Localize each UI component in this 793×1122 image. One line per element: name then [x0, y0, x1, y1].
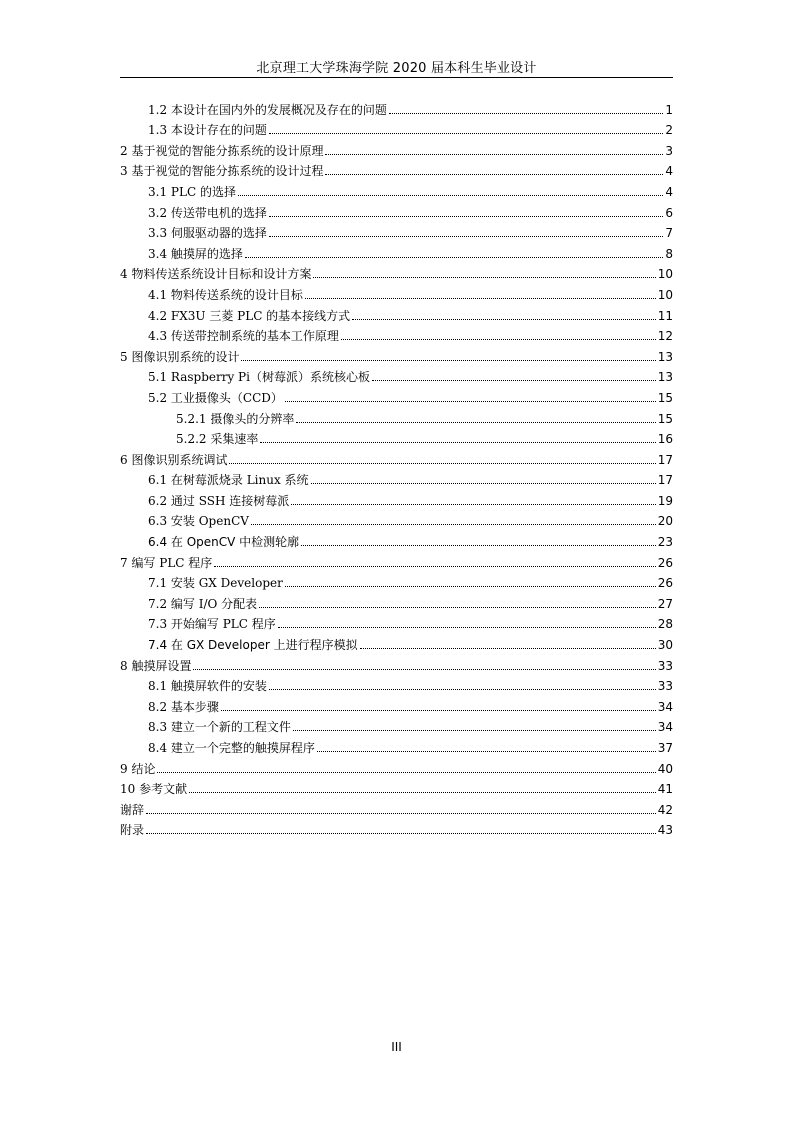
toc-leader-dots	[317, 751, 656, 752]
toc-entry-page: 42	[657, 802, 673, 817]
toc-entry-label: 6.2 通过 SSH 连接树莓派	[148, 493, 290, 508]
toc-entry-page: 4	[665, 164, 673, 179]
toc-leader-dots	[389, 113, 663, 114]
toc-entry	[120, 817, 673, 838]
toc-entry-label: 5 图像识别系统的设计	[120, 349, 240, 364]
toc-entry-page: 16	[657, 432, 673, 447]
toc-leader-dots	[193, 669, 655, 670]
toc-entry	[120, 590, 673, 611]
toc-entry-label: 6 图像识别系统调试	[120, 452, 228, 467]
toc-entry-label: 6.1 在树莓派烧录 Linux 系统	[148, 473, 309, 488]
toc-entry-page: 26	[657, 555, 673, 570]
toc-leader-dots	[229, 463, 655, 464]
toc-entry-label: 谢辞	[120, 802, 145, 817]
toc-leader-dots	[189, 792, 656, 793]
toc-leader-dots	[269, 689, 656, 690]
toc-entry-label: 8.2 基本步骤	[148, 699, 219, 714]
toc-entry-label: 4.1 物料传送系统的设计目标	[148, 287, 303, 302]
toc-entry-label: 1.2 本设计在国内外的发展概况及存在的问题	[148, 102, 387, 117]
toc-entry	[120, 178, 673, 199]
header-rule	[120, 77, 673, 78]
toc-entry-label: 10 参考文献	[120, 782, 188, 797]
toc-leader-dots	[251, 524, 656, 525]
toc-entry	[120, 426, 673, 447]
toc-entry-page: 34	[657, 720, 673, 735]
toc-entry-page: 2	[665, 123, 673, 138]
toc-entry-label: 8.3 建立一个新的工程文件	[148, 720, 291, 735]
toc-entry-page: 7	[665, 226, 673, 241]
toc-entry-page: 13	[657, 370, 673, 385]
toc-entry-label: 1.3 本设计存在的问题	[148, 123, 267, 138]
toc-entry-label: 3.3 伺服驱动器的选择	[148, 226, 267, 241]
toc-entry-label: 7 编写 PLC 程序	[120, 555, 213, 570]
toc-leader-dots	[146, 813, 656, 814]
toc-leader-dots	[260, 442, 655, 443]
toc-entry	[120, 137, 673, 158]
toc-leader-dots	[352, 319, 656, 320]
toc-entry-page: 3	[665, 143, 673, 158]
toc-entry-page: 43	[657, 823, 673, 838]
toc-entry-page: 11	[657, 308, 673, 323]
toc-entry-page: 33	[657, 679, 673, 694]
toc-entry-label: 3 基于视觉的智能分拣系统的设计过程	[120, 164, 324, 179]
toc-entry-page: 41	[657, 782, 673, 797]
toc-entry	[120, 508, 673, 529]
toc-entry	[120, 384, 673, 405]
toc-entry-label: 5.2 工业摄像头（CCD）	[148, 390, 283, 405]
toc-entry	[120, 323, 673, 344]
toc-entry	[120, 631, 673, 652]
toc-entry-page: 30	[657, 638, 673, 653]
toc-entry-label: 2 基于视觉的智能分拣系统的设计原理	[120, 143, 324, 158]
toc-leader-dots	[146, 833, 656, 834]
toc-entry	[120, 261, 673, 282]
toc-entry-page: 19	[657, 493, 673, 508]
toc-entry-label: 3.2 传送带电机的选择	[148, 205, 267, 220]
toc-entry-page: 15	[657, 411, 673, 426]
toc-leader-dots	[157, 772, 655, 773]
toc-entry-page: 12	[657, 329, 673, 344]
toc-entry-label: 8.1 触摸屏软件的安装	[148, 679, 267, 694]
toc-entry-page: 40	[657, 761, 673, 776]
toc-entry-label: 4.2 FX3U 三菱 PLC 的基本接线方式	[148, 308, 351, 323]
toc-leader-dots	[245, 257, 663, 258]
toc-entry-page: 26	[657, 576, 673, 591]
toc-entry	[120, 776, 673, 797]
toc-entry-page: 8	[665, 246, 673, 261]
toc-entry	[120, 796, 673, 817]
toc-entry-page: 28	[657, 617, 673, 632]
toc-leader-dots	[238, 195, 663, 196]
toc-entry	[120, 343, 673, 364]
toc-leader-dots	[301, 545, 656, 546]
toc-entry-page: 10	[657, 267, 673, 282]
toc-leader-dots	[325, 174, 663, 175]
toc-leader-dots	[372, 380, 656, 381]
toc-entry	[120, 220, 673, 241]
toc-entry	[120, 755, 673, 776]
toc-entry	[120, 570, 673, 591]
toc-entry	[120, 364, 673, 385]
toc-leader-dots	[285, 401, 656, 402]
toc-entry	[120, 446, 673, 467]
toc-entry-page: 6	[665, 205, 673, 220]
toc-entry	[120, 528, 673, 549]
toc-entry-page: 33	[657, 658, 673, 673]
toc-entry	[120, 96, 673, 117]
toc-entry-label: 4 物料传送系统设计目标和设计方案	[120, 267, 312, 282]
toc-entry-label: 6.3 安装 OpenCV	[148, 514, 249, 529]
toc-leader-dots	[269, 133, 663, 134]
toc-entry	[120, 302, 673, 323]
running-header: 北京理工大学珠海学院 2020 届本科生毕业设计	[256, 61, 537, 76]
toc-entry-page: 15	[657, 390, 673, 405]
toc-entry	[120, 467, 673, 488]
toc-leader-dots	[311, 483, 656, 484]
toc-leader-dots	[360, 648, 656, 649]
toc-entry	[120, 549, 673, 570]
toc-leader-dots	[305, 298, 656, 299]
toc-entry-page: 27	[657, 596, 673, 611]
toc-entry-label: 附录	[120, 823, 145, 838]
toc-entry-page: 37	[657, 741, 673, 755]
toc-entry	[120, 487, 673, 508]
toc-entry-label: 4.3 传送带控制系统的基本工作原理	[148, 329, 339, 344]
toc-entry-label: 7.3 开始编写 PLC 程序	[148, 617, 276, 632]
toc-entry-label: 8.4 建立一个完整的触摸屏程序	[148, 741, 315, 755]
toc-entry	[120, 611, 673, 632]
toc-entry	[120, 117, 673, 138]
toc-entry-label: 3.1 PLC 的选择	[148, 184, 236, 199]
toc-leader-dots	[241, 360, 655, 361]
toc-entry	[120, 734, 673, 755]
toc-entry	[120, 652, 673, 673]
toc-entry-label: 7.1 安装 GX Developer	[148, 576, 283, 591]
toc-entry	[120, 281, 673, 302]
toc-entry-label: 6.4 在 OpenCV 中检测轮廓	[148, 535, 300, 550]
toc-entry-page: 17	[657, 452, 673, 467]
toc-leader-dots	[325, 154, 663, 155]
toc-entry	[120, 405, 673, 426]
toc-leader-dots	[221, 710, 656, 711]
toc-entry	[120, 714, 673, 735]
toc-leader-dots	[341, 339, 656, 340]
toc-leader-dots	[293, 730, 656, 731]
toc-entry-page: 10	[657, 287, 673, 302]
page-number: III	[391, 1040, 402, 1054]
toc-entry-page: 17	[657, 473, 673, 488]
toc-entry-page: 4	[665, 184, 673, 199]
toc-entry	[120, 693, 673, 714]
toc-entry-page: 13	[657, 349, 673, 364]
toc-leader-dots	[269, 236, 663, 237]
toc-entry-label: 7.4 在 GX Developer 上进行程序模拟	[148, 638, 358, 653]
toc-leader-dots	[285, 586, 656, 587]
toc-entry	[120, 158, 673, 179]
toc-entry-label: 7.2 编写 I/O 分配表	[148, 596, 258, 611]
toc-entry-label: 5.1 Raspberry Pi（树莓派）系统核心板	[148, 370, 370, 385]
toc-entry-label: 9 结论	[120, 761, 156, 776]
toc-entry-label: 3.4 触摸屏的选择	[148, 246, 243, 261]
toc-entry	[120, 240, 673, 261]
toc-leader-dots	[214, 566, 655, 567]
toc-entry-label: 5.2.2 采集速率	[176, 432, 259, 447]
toc-entry-page: 20	[657, 514, 673, 529]
toc-leader-dots	[296, 422, 655, 423]
toc-entry	[120, 199, 673, 220]
toc-leader-dots	[291, 504, 655, 505]
toc-entry-page: 34	[657, 699, 673, 714]
toc-entry-label: 8 触摸屏设置	[120, 658, 192, 673]
toc-entry-page: 1	[665, 102, 673, 117]
toc-leader-dots	[278, 627, 656, 628]
table-of-contents	[120, 96, 673, 837]
toc-entry	[120, 673, 673, 694]
toc-leader-dots	[313, 277, 655, 278]
toc-entry-label: 5.2.1 摄像头的分辨率	[176, 411, 295, 426]
toc-leader-dots	[259, 607, 656, 608]
toc-leader-dots	[269, 216, 663, 217]
toc-entry-page: 23	[657, 535, 673, 550]
